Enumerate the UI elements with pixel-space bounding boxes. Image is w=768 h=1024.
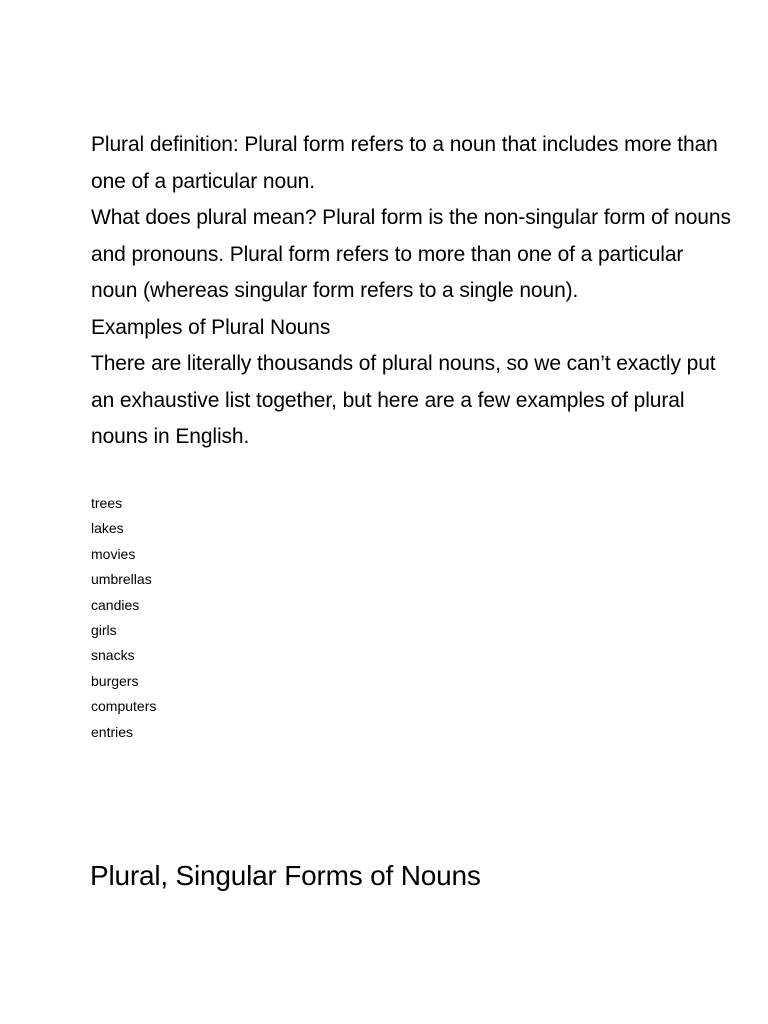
list-item: candies xyxy=(91,596,140,613)
list-item: lakes xyxy=(91,520,124,537)
list-item: snacks xyxy=(91,647,135,664)
examples-subheading: Examples of Plural Nouns xyxy=(91,315,331,339)
list-item: umbrellas xyxy=(91,571,152,588)
list-item: girls xyxy=(91,621,117,638)
list-item: computers xyxy=(91,698,157,715)
plural-examples-list xyxy=(91,491,156,745)
plural-meaning-paragraph: What does plural mean? Plural form is the non-singular form of nouns and pronouns. Plural form refers to more than one of a particular noun (whereas singular form refers to a single noun). xyxy=(91,206,731,302)
list-item: entries xyxy=(91,723,134,740)
plural-definition-paragraph: Plural definition: Plural form refers to a noun that includes more than one of a particular noun. xyxy=(91,133,718,193)
examples-intro-paragraph: There are literally thousands of plural nouns, so we can’t exactly put an exhaustive list together, but here are a few examples of plural nouns in English. xyxy=(91,352,716,448)
list-item: trees xyxy=(91,495,123,511)
list-item: burgers xyxy=(91,672,139,689)
list-item: movies xyxy=(91,545,136,562)
section-heading: Plural, Singular Forms of Nouns xyxy=(90,860,481,891)
body-text xyxy=(91,127,731,456)
